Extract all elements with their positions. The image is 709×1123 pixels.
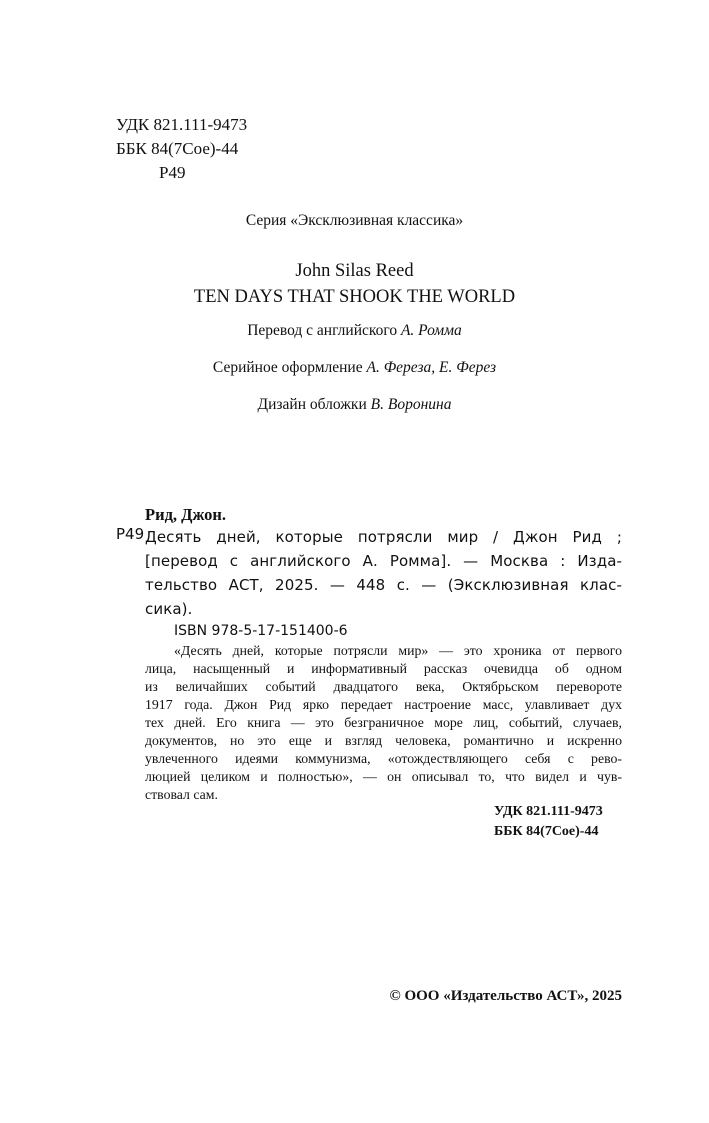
series-design-label: Серийное оформление bbox=[212, 359, 367, 376]
author-mark: Р49 bbox=[159, 163, 186, 182]
translation-label: Перевод с английского bbox=[247, 322, 401, 339]
bibliographic-line: сика). bbox=[145, 600, 193, 618]
bibliographic-line: Десять дней, которые потрясли мир / Джон Рид ; bbox=[145, 528, 622, 546]
annotation-line: «Десять дней, которые потрясли мир» — это хроника от первого bbox=[174, 643, 622, 658]
bibliographic-code: Р49 bbox=[116, 525, 145, 543]
classification-codes bbox=[116, 113, 247, 185]
bottom-udk-code: УДК 821.111-9473 bbox=[494, 804, 603, 819]
bibliographic-author-heading: Рид, Джон. bbox=[145, 505, 226, 524]
bibliographic-line: тельство АСТ, 2025. — 448 с. — (Эксклюзивная клас- bbox=[145, 576, 622, 594]
translator-name: А. Ромма bbox=[400, 322, 462, 339]
copyright-notice: © ООО «Издательство АСТ», 2025 bbox=[389, 988, 622, 1004]
isbn: ISBN 978-5-17-151400-6 bbox=[174, 623, 348, 639]
udk-code: УДК 821.111-9473 bbox=[116, 115, 248, 134]
cover-designer-name: В. Воронина bbox=[370, 396, 452, 413]
bibliographic-line: [перевод с английского А. Ромма]. — Москва : Изда- bbox=[145, 552, 622, 570]
annotation-line: документов, но это еще и взгляд человека, романтично и искренно bbox=[145, 733, 622, 748]
cover-design-credit bbox=[0, 396, 709, 414]
annotation-line: ствовал сам. bbox=[145, 787, 218, 802]
annotation-line: из величайших событий двадцатого века, Октябрьском перевороте bbox=[145, 679, 622, 694]
series-design-credit bbox=[0, 359, 709, 377]
annotation-line: лица, насыщенный и информативный рассказ очевидца об одном bbox=[145, 661, 622, 676]
series-title: Серия «Эксклюзивная классика» bbox=[245, 212, 464, 229]
original-author: John Silas Reed bbox=[295, 261, 414, 281]
original-title-block bbox=[0, 258, 709, 310]
original-title: TEN DAYS THAT SHOOK THE WORLD bbox=[193, 287, 516, 307]
annotation-line: 1917 года. Джон Рид ярко передает настроение масс, улавливает дух bbox=[145, 697, 622, 712]
bibliographic-description bbox=[145, 525, 622, 621]
bottom-bbk-code: ББК 84(7Сое)-44 bbox=[494, 824, 599, 839]
series-designer-names: А. Фереза, Е. Ферез bbox=[366, 359, 497, 376]
cover-design-label: Дизайн обложки bbox=[257, 396, 371, 413]
bottom-classification-codes bbox=[494, 802, 603, 842]
translation-credit bbox=[0, 322, 709, 340]
annotation-line: увлеченного идеями коммунизма, «отождествляющего себя с рево- bbox=[145, 751, 622, 766]
annotation bbox=[145, 642, 622, 804]
bbk-code: ББК 84(7Сое)-44 bbox=[116, 139, 239, 158]
annotation-line: тех дней. Его книга — это безграничное море лиц, событий, случаев, bbox=[145, 715, 622, 730]
annotation-line: люцией целиком и полностью», — он описывал то, что видел и чув- bbox=[145, 769, 622, 784]
